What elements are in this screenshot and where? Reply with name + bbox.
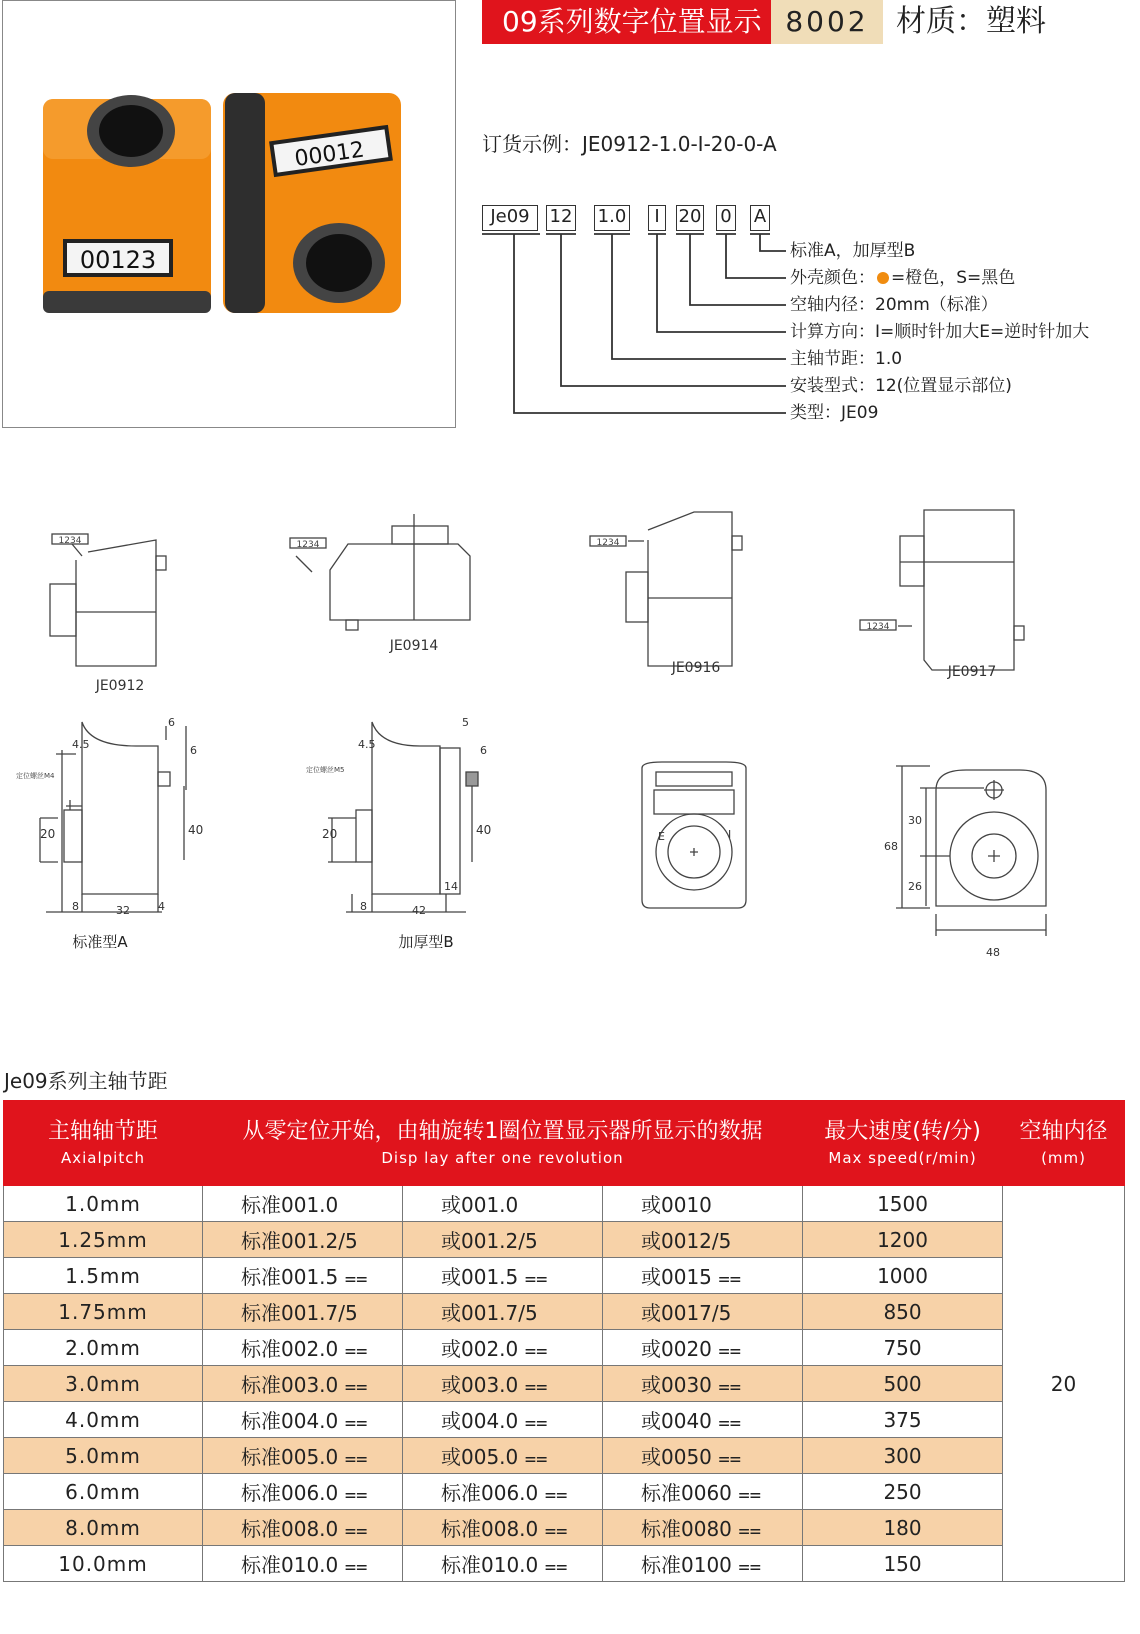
cell-display-standard: 标准006.0 ⩵ [203, 1474, 403, 1510]
legend-color-suffix: =橙色，S=黑色 [891, 268, 1016, 288]
header-axial-pitch: 主轴轴节距 Axialpitch [4, 1101, 203, 1186]
material-label: 材质：塑料 [896, 4, 1046, 39]
code-box-mount: 12 [546, 205, 576, 231]
cell-axial-pitch: 1.25mm [4, 1222, 203, 1258]
dim-side-26: 26 [908, 880, 922, 893]
code-box-direction: I [648, 205, 666, 231]
dim-b-42: 42 [412, 904, 426, 917]
cell-max-speed: 1000 [803, 1258, 1003, 1294]
table-row [4, 1366, 1125, 1402]
axial-pitch-table [3, 1100, 1125, 1582]
legend-type: 类型：JE09 [790, 403, 879, 423]
cell-display-alt2: 或0050 ⩵ [603, 1438, 803, 1474]
drawing-thick-b [306, 716, 491, 951]
drawing-je0914 [290, 514, 470, 654]
dim-a-32: 32 [116, 904, 130, 917]
cell-axial-pitch: 1.5mm [4, 1258, 203, 1294]
cell-display-alt2: 标准0080 ⩵ [603, 1510, 803, 1546]
table-row [4, 1474, 1125, 1510]
cell-max-speed: 850 [803, 1294, 1003, 1330]
legend-direction: 计算方向：I=顺时针加大E=逆时针加大 [790, 322, 1090, 342]
view-label-je0916: JE0916 [671, 660, 721, 676]
cell-display-alt2: 标准0100 ⩵ [603, 1546, 803, 1582]
header-bore: 空轴内径 (mm) [1003, 1101, 1125, 1186]
legend-mount: 安装型式：12(位置显示部位) [790, 376, 1012, 396]
dim-side-48: 48 [986, 946, 1000, 959]
dim-b-20: 20 [322, 827, 338, 841]
dim-side-30: 30 [908, 814, 922, 827]
cell-display-alt2: 标准0060 ⩵ [603, 1474, 803, 1510]
code-box-type: Je09 [482, 205, 538, 231]
cell-display-alt: 或005.0 ⩵ [403, 1438, 603, 1474]
table-row [4, 1222, 1125, 1258]
drawing-front-view [642, 762, 746, 908]
cell-max-speed: 1500 [803, 1186, 1003, 1222]
legend-standard: 标准A，加厚型B [790, 241, 916, 261]
front-label-e: E [658, 830, 665, 843]
cell-display-alt2: 或0012/5 [603, 1222, 803, 1258]
cell-display-standard: 标准001.7/5 [203, 1294, 403, 1330]
cell-display-alt2: 或0010 [603, 1186, 803, 1222]
cell-display-alt: 或002.0 ⩵ [403, 1330, 603, 1366]
cell-axial-pitch: 2.0mm [4, 1330, 203, 1366]
table-row [4, 1438, 1125, 1474]
view-label-je0914: JE0914 [389, 638, 439, 654]
dim-a-6-side: 6 [190, 744, 197, 757]
dim-a-6-top: 6 [168, 716, 175, 729]
cell-display-standard: 标准004.0 ⩵ [203, 1402, 403, 1438]
order-code-leader-lines [0, 0, 1140, 440]
cell-display-alt2: 或0020 ⩵ [603, 1330, 803, 1366]
cell-axial-pitch: 4.0mm [4, 1402, 203, 1438]
table-row [4, 1258, 1125, 1294]
cell-display-alt: 或001.0 [403, 1186, 603, 1222]
orange-dot-icon [877, 272, 889, 284]
cell-display-alt: 或004.0 ⩵ [403, 1402, 603, 1438]
label-standard-a: 标准型A [72, 933, 128, 951]
cell-display-alt2: 或0030 ⩵ [603, 1366, 803, 1402]
legend-bore: 空轴内径：20mm（标准） [790, 295, 998, 315]
drawing-je0912 [50, 534, 166, 694]
drawing-side-view [884, 766, 1046, 959]
cell-max-speed: 300 [803, 1438, 1003, 1474]
product-model-number: 8002 [771, 0, 883, 44]
counter-glyph-d: 1234 [866, 622, 890, 632]
cell-max-speed: 1200 [803, 1222, 1003, 1258]
code-box-standard: A [750, 205, 770, 231]
cell-display-standard: 标准010.0 ⩵ [203, 1546, 403, 1582]
header-max-speed: 最大速度(转/分) Max speed(r/min) [803, 1101, 1003, 1186]
cell-display-standard: 标准003.0 ⩵ [203, 1366, 403, 1402]
code-box-bore: 20 [676, 205, 704, 231]
cell-axial-pitch: 8.0mm [4, 1510, 203, 1546]
cell-display-standard: 标准005.0 ⩵ [203, 1438, 403, 1474]
dim-b-40: 40 [476, 823, 492, 837]
cell-axial-pitch: 6.0mm [4, 1474, 203, 1510]
legend-color-prefix: 外壳颜色： [790, 268, 875, 288]
counter-glyph-b: 1234 [296, 540, 320, 550]
screw-label-m4: 定位螺丝M4 [16, 772, 55, 780]
table-title: Je09系列主轴节距 [4, 1069, 168, 1093]
label-thick-b: 加厚型B [398, 933, 454, 951]
cell-display-standard: 标准002.0 ⩵ [203, 1330, 403, 1366]
dim-b-6: 6 [480, 744, 487, 757]
table-row [4, 1546, 1125, 1582]
cell-axial-pitch: 5.0mm [4, 1438, 203, 1474]
table-row [4, 1186, 1125, 1222]
drawing-standard-a [16, 716, 203, 951]
view-label-je0917: JE0917 [947, 664, 997, 680]
cell-display-standard: 标准008.0 ⩵ [203, 1510, 403, 1546]
dim-a-40: 40 [188, 823, 204, 837]
cell-display-alt: 或001.2/5 [403, 1222, 603, 1258]
drawing-je0917 [860, 510, 1024, 680]
cell-axial-pitch: 1.0mm [4, 1186, 203, 1222]
table-header-row [4, 1101, 1125, 1186]
cell-max-speed: 180 [803, 1510, 1003, 1546]
table-row [4, 1510, 1125, 1546]
dim-a-4-5: 4.5 [72, 738, 90, 751]
table-row [4, 1330, 1125, 1366]
order-example: 订货示例：JE0912-1.0-I-20-0-A [482, 132, 777, 156]
legend-color [790, 267, 1015, 289]
cell-axial-pitch: 10.0mm [4, 1546, 203, 1582]
cell-display-alt: 或003.0 ⩵ [403, 1366, 603, 1402]
code-box-pitch: 1.0 [594, 205, 630, 231]
code-box-color: 0 [716, 205, 736, 231]
dim-b-14: 14 [444, 880, 458, 893]
dim-b-5: 5 [462, 716, 469, 729]
counter-left-text: 00123 [79, 246, 157, 274]
cell-max-speed: 500 [803, 1366, 1003, 1402]
cell-display-standard: 标准001.2/5 [203, 1222, 403, 1258]
cell-max-speed: 375 [803, 1402, 1003, 1438]
view-label-je0912: JE0912 [95, 678, 145, 694]
dim-side-68: 68 [884, 840, 898, 853]
dim-a-4: 4 [158, 900, 165, 913]
table-row [4, 1402, 1125, 1438]
cell-display-alt: 标准008.0 ⩵ [403, 1510, 603, 1546]
cell-display-alt: 或001.7/5 [403, 1294, 603, 1330]
cell-max-speed: 750 [803, 1330, 1003, 1366]
header-display: 从零定位开始，由轴旋转1圈位置显示器所显示的数据 Disp lay after one revolution [203, 1101, 803, 1186]
dim-a-8: 8 [72, 900, 79, 913]
legend-pitch: 主轴节距：1.0 [790, 349, 903, 369]
cell-axial-pitch: 3.0mm [4, 1366, 203, 1402]
cell-display-alt: 或001.5 ⩵ [403, 1258, 603, 1294]
cell-display-alt: 标准010.0 ⩵ [403, 1546, 603, 1582]
dim-b-4-5: 4.5 [358, 738, 376, 751]
cell-display-alt: 标准006.0 ⩵ [403, 1474, 603, 1510]
drawing-je0916 [590, 512, 742, 676]
cell-bore-diameter: 20 [1003, 1186, 1125, 1582]
cell-display-alt2: 或0017/5 [603, 1294, 803, 1330]
cell-display-alt2: 或0015 ⩵ [603, 1258, 803, 1294]
cell-max-speed: 250 [803, 1474, 1003, 1510]
dim-b-8: 8 [360, 900, 367, 913]
counter-right-text: 00012 [293, 137, 366, 172]
cell-display-standard: 标准001.5 ⩵ [203, 1258, 403, 1294]
table-row [4, 1294, 1125, 1330]
technical-drawings [0, 500, 1140, 1000]
product-series-title: 09系列数字位置显示器 [482, 0, 771, 44]
screw-label-m5: 定位螺丝M5 [306, 766, 345, 774]
counter-glyph-c: 1234 [596, 538, 620, 548]
dim-a-20: 20 [40, 827, 56, 841]
front-label-i: I [728, 828, 732, 841]
cell-max-speed: 150 [803, 1546, 1003, 1582]
cell-display-standard: 标准001.0 [203, 1186, 403, 1222]
counter-glyph-a: 1234 [58, 536, 82, 546]
cell-display-alt2: 或0040 ⩵ [603, 1402, 803, 1438]
cell-axial-pitch: 1.75mm [4, 1294, 203, 1330]
